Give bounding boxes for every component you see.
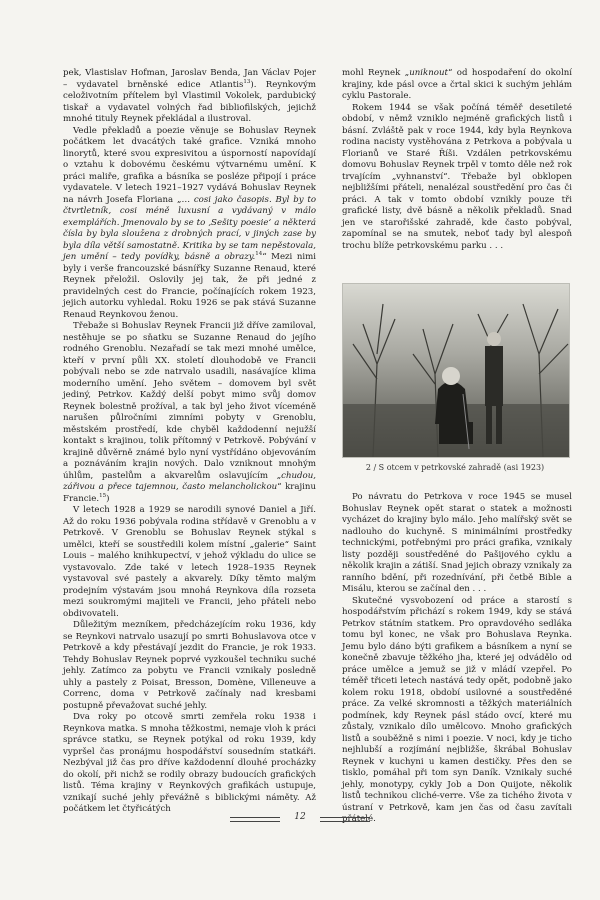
paragraph: Vedle překladů a poezie věnuje se Bohuslav Reynek počátkem let dvacátých také grafice. Vzniká mnoho linorytů, které svou expresivitou a úsporností napovídají o vztahu k dobovému českému výtvarnému umění. K práci maliře, grafika a básníka se posléze připojí i práce vydavatele. V letech 1921–1927 vydává Bohuslav Reynek na návrh Josefa Floriana „… cosi jako časopis. Byl by to čtvrtletník, cosi méně luxusní a vydávaný v málo exemplářích. Jmenovalo by se to ‚Sešity poesie‘ a některá čísla by byla sloužena z drobných prací, v jiných zase by byla díla větší samostatně. Kritika by se tam nepěstovala, jen umění – tedy povídky, básně a obrazy.$^{14}$“ Mezi nimi byly i verše francouzské básnířky Suzanne Renaud, které Reynek přeložil. Oslovily jej tak, že při jedné z pravidelných cest do Francie, počínajících rokem 1923, jejich autorku vyhledal. Roku 1926 se pak stává Suzanne Renaud Reynkovou ženou.: [63, 125, 316, 320]
paragraph: Rokem 1944 se však počíná téměř desetileté období, v němž vzniklo nejméně grafických listů i básní. Zvláště pak v roce 1944, kdy byla Reynkova rodina nacisty vystěhována z Petrkova a pobývala u Florianů ve Staré Říši. Vzdálen petrkovskému domovu Bohuslav Reynek trpěl v tomto děle než rok trvajícím „vyhnanství“. Třebaže byl obklopen nejbližšími přáteli, nenalézal soustředění pro čas či práci. A tak v tomto období vznikly pouze tři grafické listy, dvě básně a několik překladů. Snad jen ve starořišské zahradě, kde často pobýval, zapomínal se na smutek, neboť tady byl alespoň trochu blíže petrkovskému parku . . .: [342, 102, 572, 251]
footer-rule-left: [230, 821, 280, 822]
page-number: 12: [294, 812, 306, 822]
footer-rule-right: [320, 821, 370, 822]
paragraph: V letech 1928 a 1929 se narodili synové Daniel a Jiří. Až do roku 1936 pobývala rodina střídavě v Grenoblu a v Petrkově. V Grenoblu se Bohuslav Reynek stýkal s umělci, kteří se soustředili kolem místní „galerie“ Saint Louis – malého knihkupectví, v jehož výkladu do ulice se vystavovalo. Zde také v letech 1928–1935 Reynek vystavoval své pastely a akvarely. Díky těmto malým prodejním výstavám jsou mnohá Reynkova díla rozseta mezi soukromými majiteli ve Francii, jeho přáteli nebo obdivovateli.: [63, 505, 316, 619]
footer-rule-left: [230, 817, 280, 818]
paragraph: Po návratu do Petrkova v roce 1945 se musel Bohuslav Reynek opět starat o statek a možnosti vycházet do krajiny bylo málo. Jeho malířský svět se nadlouho do kuchyně. S minimálními prostředky technickými, potřebnými pro práci grafika, vznikaly listy později soustředěné do Pašijového cyklu a několik krajin a zátiší. Snad jejich obrazy vznikaly za ranního bdění, při rozednívání, při četbě Bible a Misálu, kterou se začínal den . . .: [342, 492, 572, 594]
paragraph: Skutečné vysvobození od práce a starostí s hospodářstvím přichází s rokem 1949, kdy se stává Petrkov státním statkem. Pro opravdového sedláka tomu byl konec, ne však pro Bohuslava Reynka. Jemu bylo dáno býti grafikem a básníkem a nyní se konečně zbavuje těžkého jha, které jej odvádělo od práce umělce a jemuž se již v mládí vzepřel. Po téměř třiceti letech nastává tedy opět, podobně jako kolem roku 1918, období usilovné a soustředěné práce. Za velké skromnosti a těžkých materiálních podmínek, kdy Reynek pásl stádo ovcí, které mu zůstaly, vznikalo dílo umělcovo. Mnoho grafických listů a souběžně s nimi i poezie. V noci, kdy je ticho nejhlubší a rozjímání nejbližše, škrábal Bohuslav Reynek v kuchyni u kamen destičky. Přes den se tisklo, pomáhal při tom syn Daník. Vznikaly suché jehly, monotypy, cykly Job a Don Quijote, několik listů technikou cliché-verre. Vše za tichého života v ústraní v Petrkově, kam jen čas od času zavítali přátelé.: [342, 595, 572, 824]
paragraph: Důležitým mezníkem, předcházejícím roku 1936, kdy se Reynkovi natrvalo usazují po smrti Bohuslavova otce v Petrkově a kdy přestávají jezdit do Francie, je rok 1933. Tehdy Bohuslav Reynek poprvé vyzkoušel techniku suché jehly. Zatímco za pobytu ve Francii vznikaly posledně uhly a pastely z Poisat, Bresson, Domène, Villeneuve a Correnc, doma v Petrkově začínaly nad kresbami postupně převažovat suché jehly.: [63, 620, 316, 711]
photo-image: [343, 284, 569, 457]
right-text-column-bottom: [342, 492, 572, 826]
photo-caption: 2 / S otcem v petrkovské zahradě (asi 1923): [365, 463, 545, 472]
paragraph: mohl Reynek „uniknout“ od hospodaření do okolní krajiny, kde pásl ovce a črtal skici k suchým jehlám cyklu Pastorale.: [342, 68, 573, 101]
paragraph: pek, Vlastislav Hofman, Jaroslav Benda, Jan Václav Pojer – vydavatel brněnské edice Atlantis$^{13}$). Reynkovým celoživotním přítelem byl Vlastimil Vokolek, pardubický tiskař a vydavatel volných řad bibliofilských, jejichž mnohé tituly Reynek překládal a ilustroval.: [63, 68, 316, 124]
right-text-column-top: [342, 68, 572, 252]
paragraph: Dva roky po otcově smrti zemřela roku 1938 i Reynkova matka. S mnoha těžkostmi, nemaje vloh k práci správce statku, se Reynek potýkal od roku 1939, kdy vypršel čas pronájmu hospodářství sousedním statkáři. Nezbýval již čas pro dříve každodenní dlouhé procházky do okolí, při nichž se rodily obrazy budoucích grafických listů. Téma krajiny v Reynkových grafikách ustupuje, vznikají suché jehly převážně s biblickými náměty. Až počátkem let čtyřicátých: [63, 712, 316, 814]
footer-rule-right: [320, 817, 370, 818]
page-footer: [0, 812, 600, 828]
photograph: [342, 283, 570, 458]
paragraph: Třebaže si Bohuslav Reynek Francii již dříve zamiloval, nestěhuje se po sňatku se Suzanne Renaud do jejího rodného Grenoblu. Nezařadí se tak mezi mnohé umělce, kteří v první půli XX. století dlouhodobě ve Francii pobývali nebo se zde natrvalo usadili, nasávajíce klima moderního umění. Jeho světem – domovem byl svět jediný, Petrkov. Každý delší pobyt mimo svůj domov Reynek bolestně prožíval, a tak byl jeho život víceméně narušen půlročními zimními pobyty v Grenoblu, městském prostředí, kde chyběl každodenní nejužší kontakt s krajinou, tolik přítomný v Petrkově. Pobývání v krajině důvěrně známé bylo nyní vystřídáno objevováním a poznáváním krajin nových. Dalo vzniknout mnohým úhlům, pastelům a akvarelům oslavujícím „chudou, zářivou a přece tajemnou, často melancholickou“ krajinu Francie.$^{15}$): [63, 321, 316, 504]
left-text-column: [63, 68, 316, 816]
